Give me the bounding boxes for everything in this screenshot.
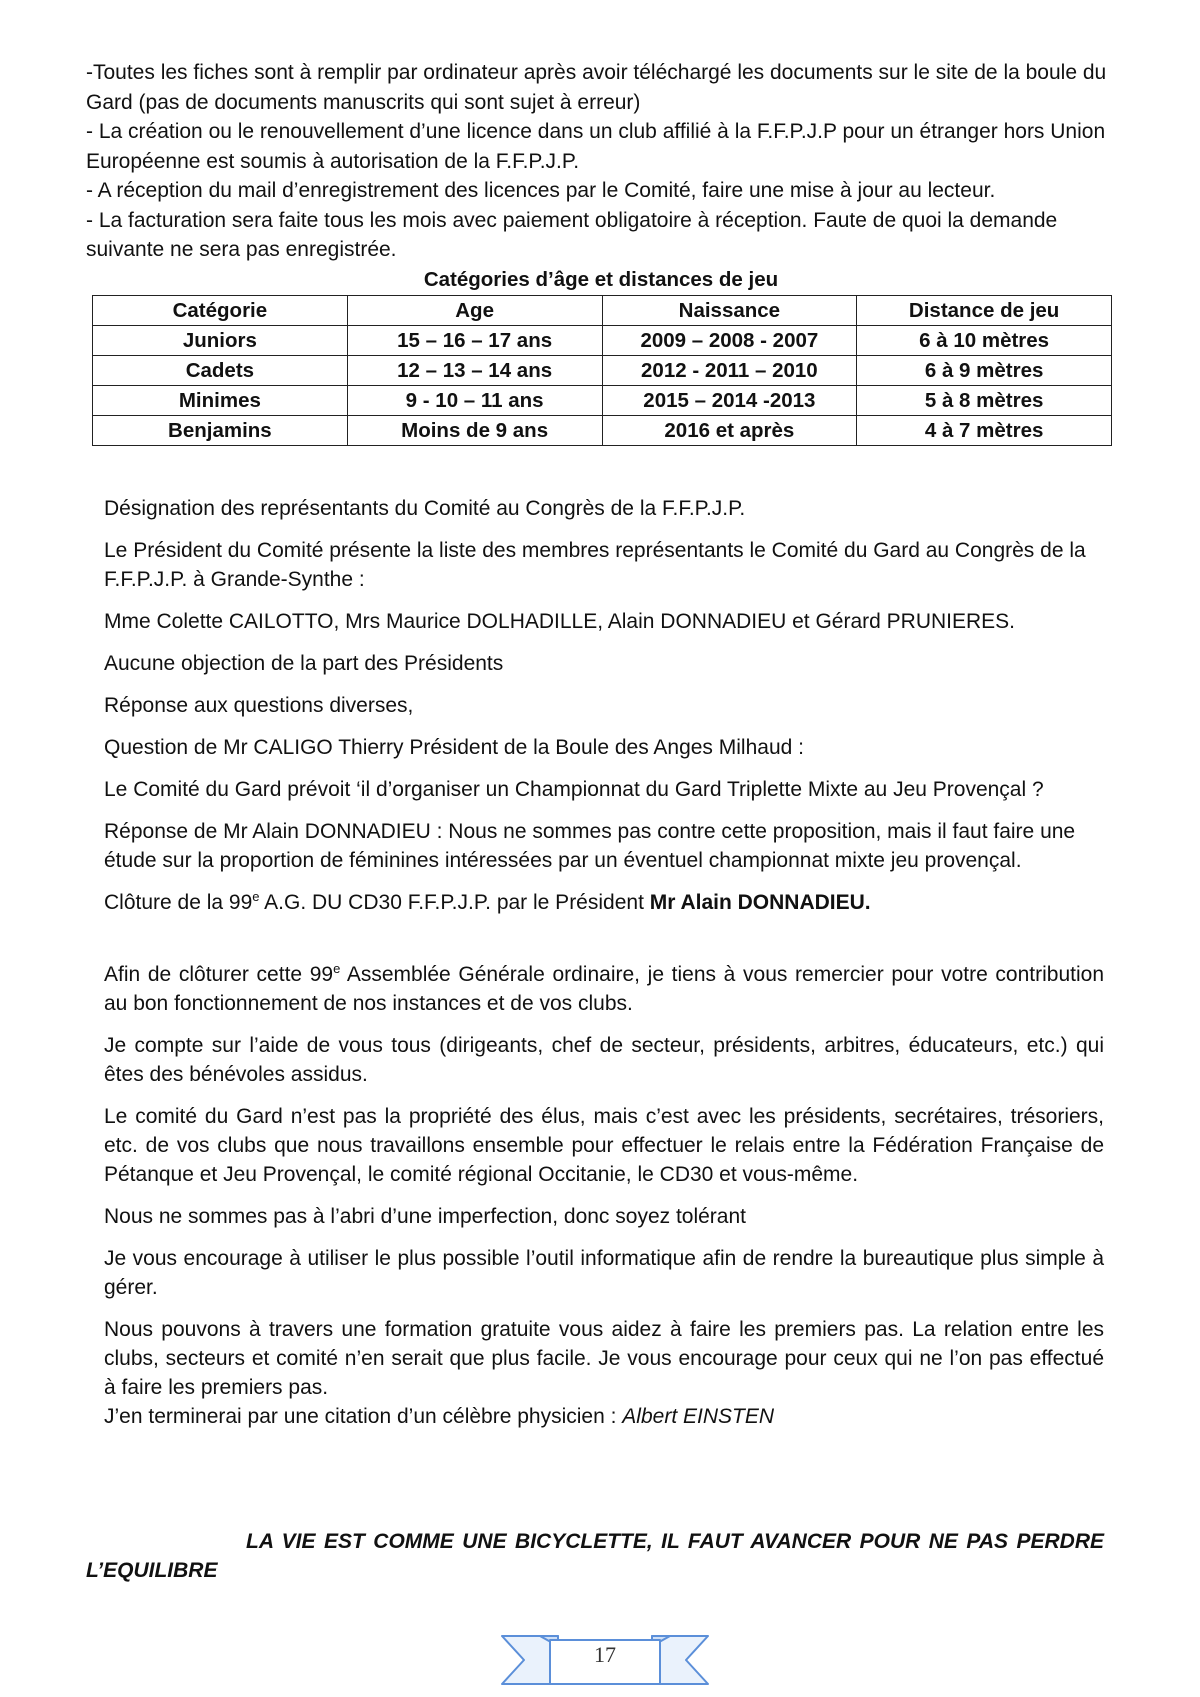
intro-line: -Toutes les fiches sont à remplir par ordinateur après avoir téléchargé les documents sur le site de la boule du Gard (pas de documents manuscrits qui sont sujet à erreur) bbox=[86, 61, 1107, 114]
table-cell: 4 à 7 mètres bbox=[857, 416, 1112, 446]
einstein-quote bbox=[86, 1527, 1104, 1585]
table-cell: 5 à 8 mètres bbox=[857, 386, 1112, 416]
intro-line: - La création ou le renouvellement d’une licence dans un club affilié à la F.F.P.J.P pour un étranger hors Union Européenne est soumis à autorisation de la F.F.P.J.P. bbox=[86, 120, 1106, 173]
table-cell: 12 – 13 – 14 ans bbox=[347, 356, 602, 386]
closing-text: Clôture de la 99 bbox=[104, 891, 253, 914]
table-cell: Minimes bbox=[93, 386, 348, 416]
paragraph: Réponse aux questions diverses, bbox=[104, 694, 414, 717]
paragraph: Nous pouvons à travers une formation gratuite vous aidez à faire les premiers pas. La relation entre les clubs, secteurs et comité n’en serait que plus facile. Je vous encourage pour ceux qui ne l’on pas effectué à faire les premiers pas. bbox=[104, 1318, 1104, 1399]
citation-intro bbox=[104, 1402, 1104, 1431]
page-number: 17 bbox=[594, 1642, 616, 1667]
closing-paragraph bbox=[104, 888, 1104, 917]
age-categories-table bbox=[92, 295, 1112, 446]
paragraph: Le Comité du Gard prévoit ‘il d’organiser un Championnat du Gard Triplette Mixte au Jeu Provençal ? bbox=[104, 778, 1044, 801]
table-header-row bbox=[93, 296, 1112, 326]
paragraph: Mme Colette CAILOTTO, Mrs Maurice DOLHADILLE, Alain DONNADIEU et Gérard PRUNIERES. bbox=[104, 610, 1016, 633]
column-header: Catégorie bbox=[93, 296, 348, 326]
citation-text: J’en terminerai par une citation d’un célèbre physicien : bbox=[104, 1405, 623, 1428]
table-title: Catégories d’âge et distances de jeu bbox=[423, 268, 779, 291]
column-header: Age bbox=[347, 296, 602, 326]
table-cell: Juniors bbox=[93, 326, 348, 356]
physicist-name: Albert EINSTEN bbox=[622, 1405, 775, 1428]
table-cell: 15 – 16 – 17 ans bbox=[347, 326, 602, 356]
intro-line: - La facturation sera faite tous les mois avec paiement obligatoire à réception. Faute de quoi la demande suivante ne sera pas enregistrée. bbox=[86, 208, 1058, 261]
table-row bbox=[93, 326, 1112, 356]
intro-line: - A réception du mail d’enregistrement des licences par le Comité, faire une mise à jour au lecteur. bbox=[86, 179, 996, 202]
table-cell: 2009 – 2008 - 2007 bbox=[602, 326, 857, 356]
table-cell: Benjamins bbox=[93, 416, 348, 446]
table-row bbox=[93, 386, 1112, 416]
table-cell: 6 à 10 mètres bbox=[857, 326, 1112, 356]
ordinal-suffix: e bbox=[333, 961, 341, 976]
thanks-paragraph bbox=[104, 960, 1104, 1018]
intro-notes bbox=[86, 58, 1116, 265]
paragraph: Le comité du Gard n’est pas la propriété des élus, mais c’est avec les présidents, secrétaires, trésoriers, etc. de vos clubs que nous travaillons ensemble pour effectuer le relais entre la Fédération Française de Pétanque et Jeu Provençal, le comité régional Occitanie, le CD30 et vous-même. bbox=[104, 1105, 1104, 1186]
table-cell: Moins de 9 ans bbox=[347, 416, 602, 446]
table-cell: 9 - 10 – 11 ans bbox=[347, 386, 602, 416]
paragraph: Aucune objection de la part des Présidents bbox=[104, 652, 504, 675]
ordinal-suffix: e bbox=[252, 889, 260, 904]
page-number-ribbon bbox=[500, 1630, 710, 1690]
column-header: Naissance bbox=[602, 296, 857, 326]
table-row bbox=[93, 416, 1112, 446]
paragraph: Réponse de Mr Alain DONNADIEU : Nous ne sommes pas contre cette proposition, mais il faut faire une étude sur la proportion de féminines intéressées par un éventuel championnat mixte jeu provençal. bbox=[104, 820, 1076, 872]
minutes-body bbox=[104, 494, 1104, 1444]
spacer bbox=[104, 930, 1104, 960]
president-name: Mr Alain DONNADIEU. bbox=[649, 891, 871, 914]
paragraph: Je compte sur l’aide de vous tous (dirigeants, chef de secteur, présidents, arbitres, éducateurs, etc.) qui êtes des bénévoles assidus. bbox=[104, 1034, 1104, 1086]
table-cell: Cadets bbox=[93, 356, 348, 386]
table-cell: 6 à 9 mètres bbox=[857, 356, 1112, 386]
table-cell: 2012 - 2011 – 2010 bbox=[602, 356, 857, 386]
paragraph: Le Président du Comité présente la liste des membres représentants le Comité du Gard au Congrès de la F.F.P.J.P. à Grande-Synthe : bbox=[104, 539, 1086, 591]
paragraph: Nous ne sommes pas à l’abri d’une imperfection, donc soyez tolérant bbox=[104, 1205, 746, 1228]
closing-text: A.G. DU CD30 F.F.P.J.P. par le Président bbox=[259, 891, 650, 914]
table-row bbox=[93, 356, 1112, 386]
paragraph: Je vous encourage à utiliser le plus possible l’outil informatique afin de rendre la bureautique plus simple à gérer. bbox=[104, 1247, 1104, 1299]
table-cell: 2016 et après bbox=[602, 416, 857, 446]
paragraph: Désignation des représentants du Comité au Congrès de la F.F.P.J.P. bbox=[104, 497, 746, 520]
quote-text: LA VIE EST COMME UNE BICYCLETTE, IL FAUT AVANCER POUR NE PAS PERDRE L’EQUILIBRE bbox=[86, 1530, 1104, 1582]
thanks-text: Afin de clôturer cette 99 bbox=[104, 963, 334, 986]
column-header: Distance de jeu bbox=[857, 296, 1112, 326]
paragraph: Question de Mr CALIGO Thierry Président de la Boule des Anges Milhaud : bbox=[104, 736, 804, 759]
thanks-text: Assemblée Générale ordinaire, je tiens à vous remercier pour votre contribution au bon fonctionnement de nos instances et de vos clubs. bbox=[104, 963, 1104, 1015]
table-cell: 2015 – 2014 -2013 bbox=[602, 386, 857, 416]
